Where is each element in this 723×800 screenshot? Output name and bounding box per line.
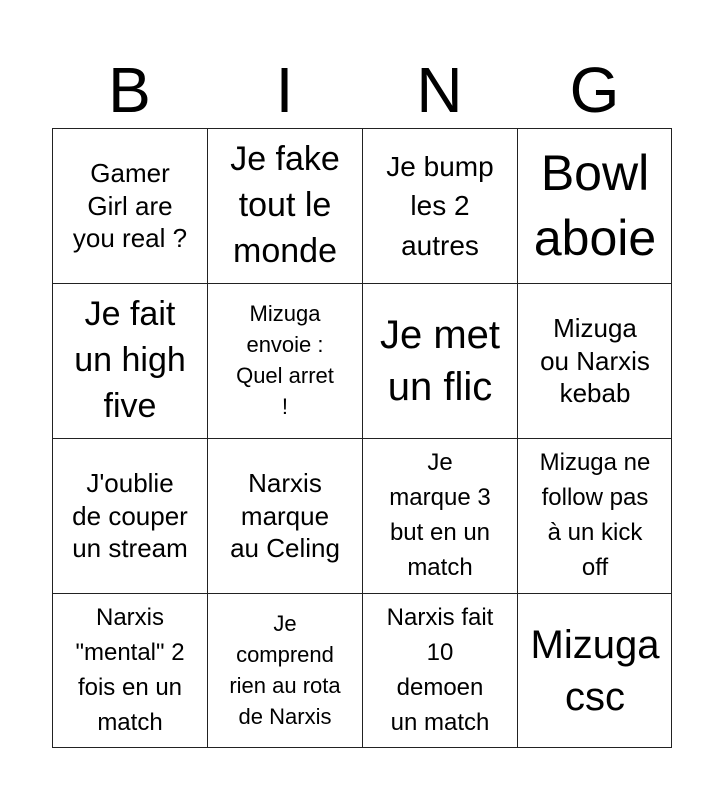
- header-letter-g: G: [569, 54, 620, 126]
- bingo-cell-text: Mizuga csc: [530, 623, 660, 719]
- bingo-cell-text: J'oublie de couper un stream: [72, 468, 188, 564]
- bingo-cell[interactable]: [517, 438, 672, 593]
- bingo-cell-text: Mizuga ne follow pas à un kick off: [539, 449, 651, 581]
- header-letter-i: I: [275, 54, 294, 126]
- bingo-cell[interactable]: [362, 128, 517, 283]
- bingo-cell-text: Narxis marque au Celing: [230, 468, 340, 564]
- bingo-cell[interactable]: [362, 438, 517, 593]
- bingo-cell-text: Gamer Girl are you real ?: [72, 158, 188, 254]
- bingo-cell-text: Je comprend rien au rota de Narxis: [229, 611, 341, 729]
- bingo-cell-text: Mizuga ou Narxis kebab: [540, 313, 650, 409]
- header-letter-n: N: [416, 54, 463, 126]
- bingo-cell[interactable]: [362, 593, 517, 748]
- bingo-cell[interactable]: [207, 283, 362, 438]
- bingo-cell-text: Je fait un high five: [74, 295, 186, 425]
- bingo-cell[interactable]: [52, 128, 207, 283]
- bingo-cell[interactable]: [207, 128, 362, 283]
- bingo-cell[interactable]: [52, 283, 207, 438]
- bingo-cell-text: Bowl aboie: [533, 145, 657, 266]
- bingo-cell-text: Je fake tout le monde: [230, 140, 340, 270]
- bingo-cell-text: Mizuga envoie : Quel arret !: [236, 301, 334, 419]
- bingo-cell[interactable]: [207, 438, 362, 593]
- bingo-cell-text: Narxis "mental" 2 fois en un match: [75, 604, 185, 736]
- bingo-cell[interactable]: [517, 593, 672, 748]
- bingo-cell-text: Je marque 3 but en un match: [389, 449, 491, 581]
- bingo-cell[interactable]: [517, 283, 672, 438]
- header-letter-b: B: [108, 54, 151, 126]
- bingo-header: [52, 52, 672, 128]
- bingo-cell-text: Je bump les 2 autres: [386, 151, 494, 261]
- bingo-cell[interactable]: [517, 128, 672, 283]
- bingo-cell[interactable]: [362, 283, 517, 438]
- bingo-cell-text: Je met un flic: [379, 313, 501, 409]
- bingo-cell[interactable]: [52, 438, 207, 593]
- bingo-cell-text: Narxis fait 10 demoen un match: [386, 604, 494, 736]
- bingo-cell[interactable]: [207, 593, 362, 748]
- bingo-cell[interactable]: [52, 593, 207, 748]
- bingo-card-grid: [52, 128, 672, 748]
